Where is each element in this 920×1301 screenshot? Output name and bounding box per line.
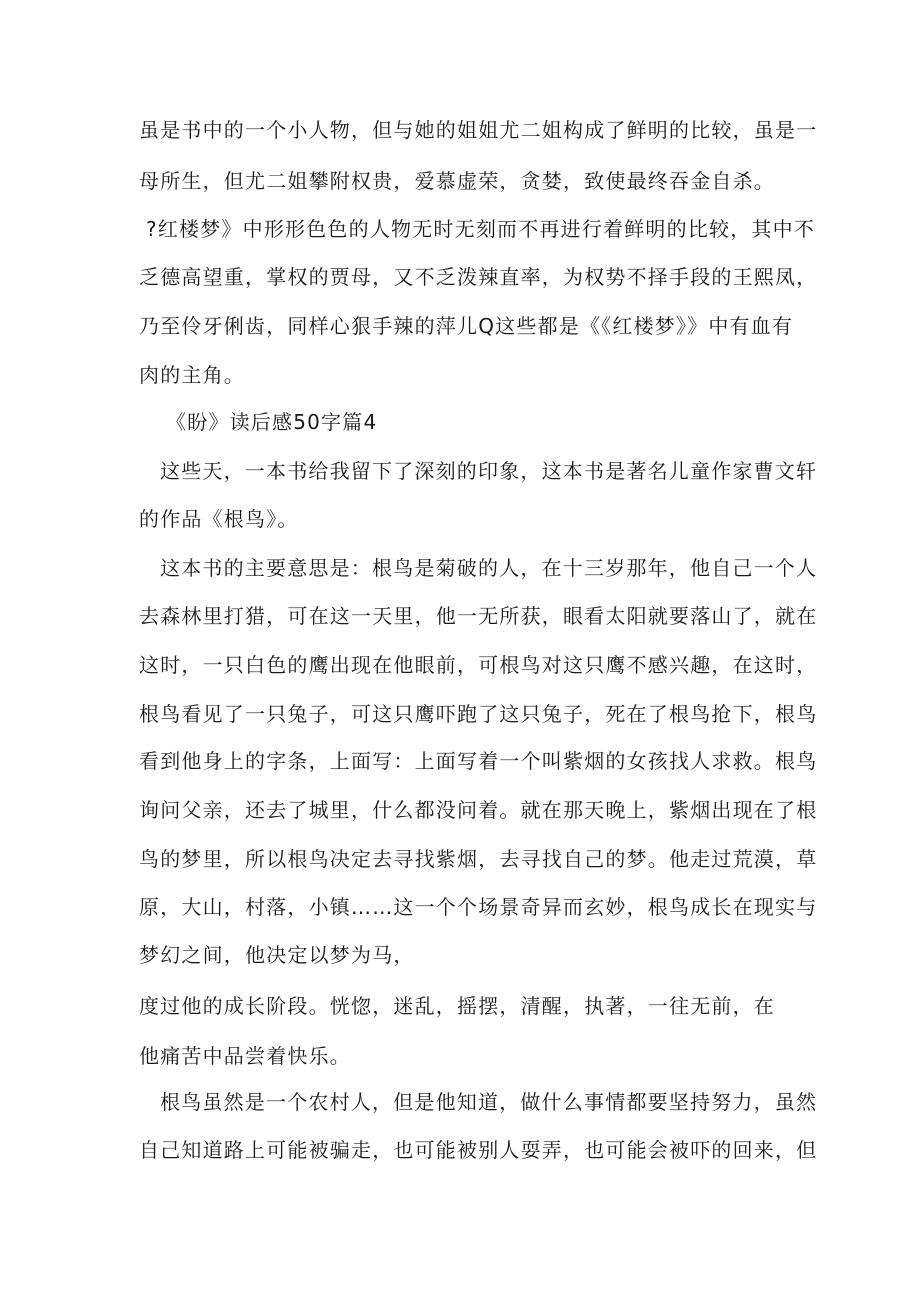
text-line: 这些天，一本书给我留下了深刻的印象，这本书是著名儿童作家曹文轩 [160, 459, 818, 483]
text-line: 的作品《根鸟》。 [139, 507, 299, 531]
text-line: 去森林里打猎，可在这一天里，他一无所获，眼看太阳就要落山了，就在 [139, 604, 818, 628]
text-line: 肉的主角。 [139, 363, 245, 387]
text-line: 这本书的主要意思是：根鸟是菊破的人，在十三岁那年，他自己一个人 [160, 556, 818, 580]
text-line: 看到他身上的字条，上面写：上面写着一个叫紫烟的女孩找人求救。根鸟 [139, 749, 818, 773]
text-line: 他痛苦中品尝着快乐。 [139, 1044, 351, 1068]
text-line: 乏德高望重，掌权的贾母，又不乏泼辣直率，为权势不择手段的王熙凤， [139, 265, 818, 289]
text-line: 母所生，但尤二姐攀附权贵，爱慕虚荣，贪婪，致使最终吞金自杀。 [139, 169, 775, 193]
text-line: 乃至伶牙俐齿，同样心狠手辣的萍儿Q这些都是《《红楼梦》》中有血有 [139, 314, 794, 338]
text-line: 根鸟看见了一只兔子，可这只鹰吓跑了这只兔子，死在了根鸟抢下，根鸟 [139, 702, 818, 726]
text-line: 根鸟虽然是一个农村人，但是他知道，做什么事情都要坚持努力，虽然 [160, 1090, 818, 1114]
text-line: 这时，一只白色的鹰出现在他眼前，可根鸟对这只鹰不感兴趣，在这时， [139, 653, 818, 677]
text-line: ?红楼梦》中形形色色的人物无时无刻而不再进行着鲜明的比较，其中不 [146, 217, 816, 241]
text-line: 自己知道路上可能被骗走，也可能被别人耍弄，也可能会被吓的回来，但 [139, 1138, 818, 1162]
text-line: 度过他的成长阶段。恍惚，迷乱，摇摆，清醒，执著，一往无前，在 [139, 994, 775, 1018]
section-heading: 《盼》读后感50字篇4 [166, 410, 378, 434]
text-line: 原，大山，村落，小镇……这一个个场景奇异而玄妙，根鸟成长在现实与 [139, 895, 818, 919]
text-line: 询问父亲，还去了城里，什么都没问着。就在那天晚上，紫烟出现在了根 [139, 798, 818, 822]
text-line: 梦幻之间，他决定以梦为马， [139, 943, 415, 967]
text-line: 鸟的梦里，所以根鸟决定去寻找紫烟，去寻找自己的梦。他走过荒漠，草 [139, 847, 818, 871]
text-line: 虽是书中的一个小人物，但与她的姐姐尤二姐构成了鲜明的比较，虽是一 [139, 118, 818, 142]
